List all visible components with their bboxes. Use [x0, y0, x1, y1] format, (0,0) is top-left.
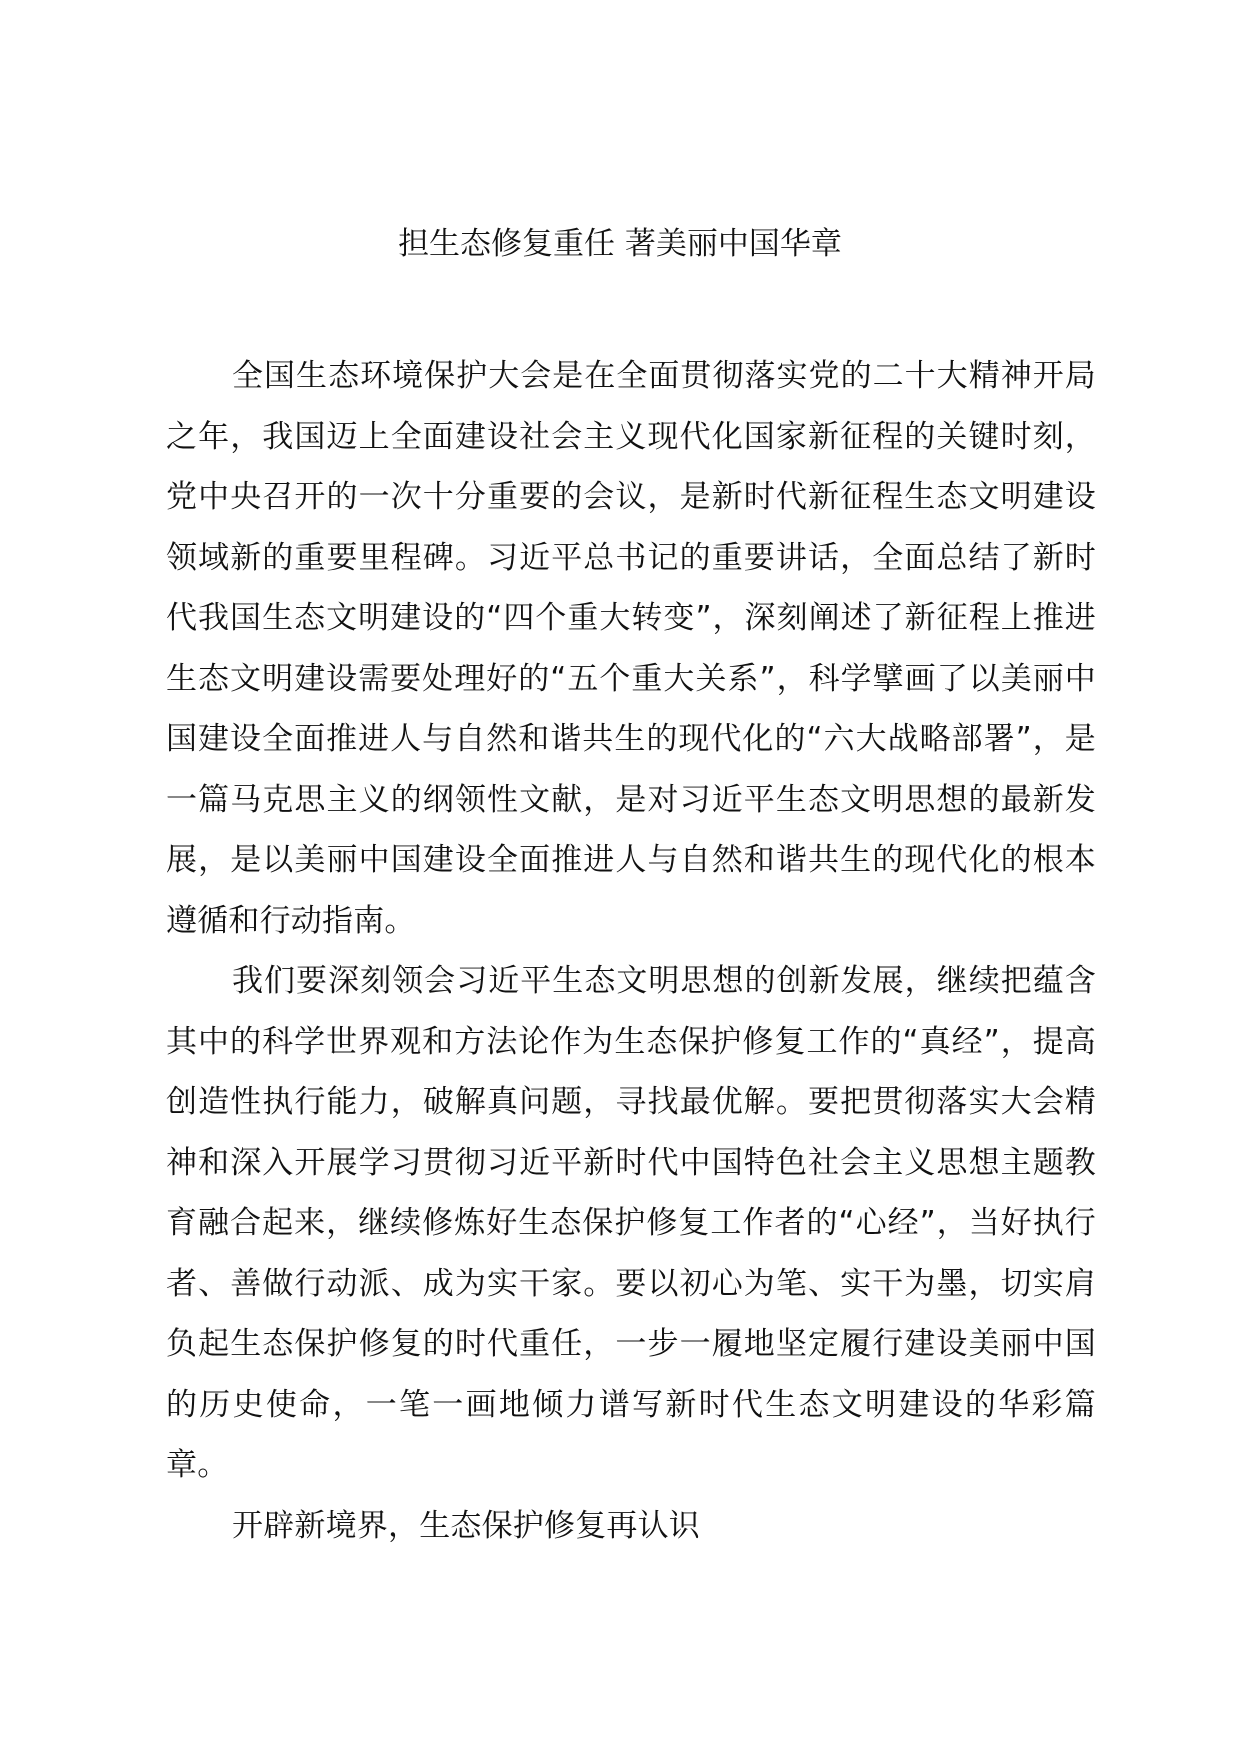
document-body [166, 346, 1096, 1556]
document-title: 担生态修复重任 著美丽中国华章 [398, 226, 842, 262]
paragraph-1: 全国生态环境保护大会是在全面贯彻落实党的二十大精神开局之年，我国迈上全面建设社会主义现代化国家新征程的关键时刻，党中央召开的一次十分重要的会议，是新时代新征程生态文明建设领域新的重要里程碑。习近平总书记的重要讲话，全面总结了新时代我国生态文明建设的“四个重大转变”，深刻阐述了新征程上推进生态文明建设需要处理好的“五个重大关系”，科学擘画了以美丽中国建设全面推进人与自然和谐共生的现代化的“六大战略部署”，是一篇马克思主义的纲领性文献，是对习近平生态文明思想的最新发展，是以美丽中国建设全面推进人与自然和谐共生的现代化的根本遵循和行动指南。 [166, 358, 1096, 939]
paragraph-2: 我们要深刻领会习近平生态文明思想的创新发展，继续把蕴含其中的科学世界观和方法论作为生态保护修复工作的“真经”，提高创造性执行能力，破解真问题，寻找最优解。要把贯彻落实大会精神和深入开展学习贯彻习近平新时代中国特色社会主义思想主题教育融合起来，继续修炼好生态保护修复工作者的“心经”，当好执行者、善做行动派、成为实干家。要以初心为笔、实干为墨，切实肩负起生态保护修复的时代重任，一步一履地坚定履行建设美丽中国的历史使命，一笔一画地倾力谱写新时代生态文明建设的华彩篇章。 [166, 963, 1096, 1483]
section-heading: 开辟新境界，生态保护修复再认识 [232, 1507, 700, 1544]
